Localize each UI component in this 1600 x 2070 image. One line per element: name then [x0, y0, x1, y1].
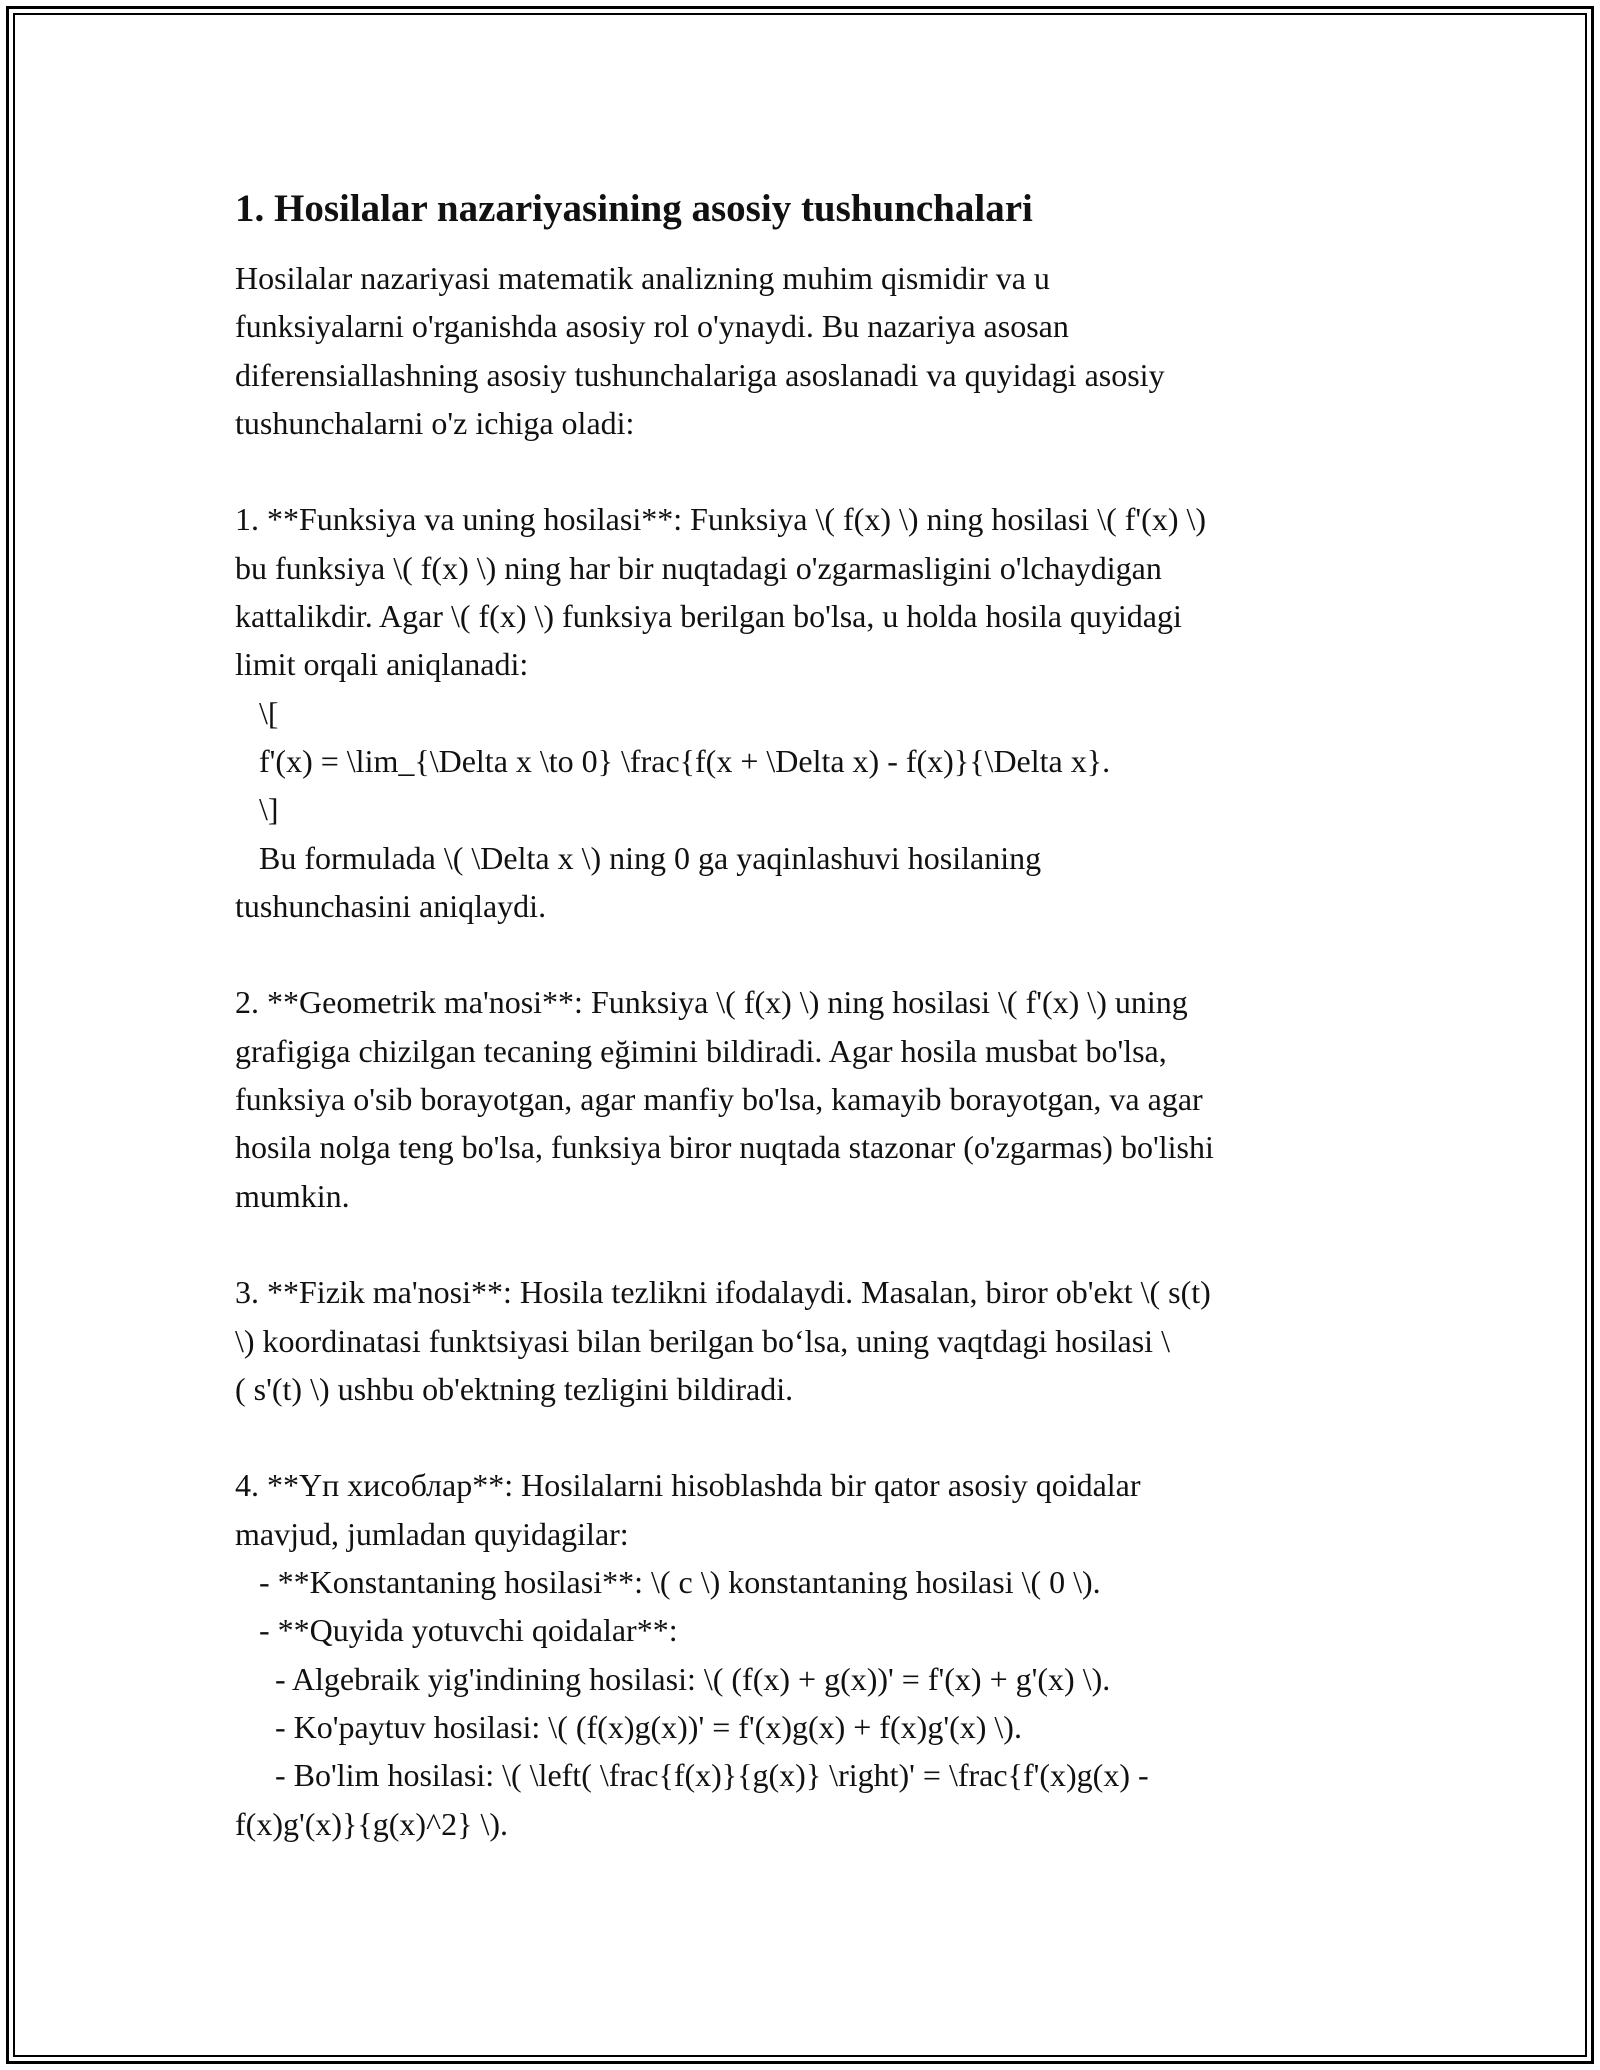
document-body: [235, 185, 1365, 1848]
paragraph-spacer: [235, 1413, 1365, 1461]
intro-paragraph: Hosilalar nazariyasi matematik analizning muhim qismidir va u funksiyalarni o'rganishda asosiy rol o'ynaydi. Bu nazariya asosan diferensiallashning asosiy tushunchalariga asoslanadi va quyidagi asosiy tushunchalarni o'z ichiga oladi:: [235, 260, 1165, 441]
paragraph-spacer: [235, 1220, 1365, 1268]
list-item-geometric-meaning: 2. **Geometrik ma'nosi**: Funksiya \( f(x) \) ning hosilasi \( f'(x) \) uning grafigiga chizilgan tecaning eğimini bildiradi. Agar hosila musbat bo'lsa, funksiya o'sib borayotgan, agar manfiy bo'lsa, kamayib borayotgan, va agar hosila nolga teng bo'lsa, funksiya biror nuqtada stazonar (o'zgarmas) bo'lishi mumkin.: [235, 984, 1214, 1214]
paragraph-spacer: [235, 930, 1365, 978]
list-item-physical-meaning: 3. **Fizik ma'nosi**: Hosila tezlikni ifodalaydi. Masalan, biror ob'ekt \( s(t) \) koordinatasi funktsiyasi bilan berilgan bo‘lsa, uning vaqtdagi hosilasi \ ( s'(t) \) ushbu ob'ektning tezligini bildiradi.: [235, 1274, 1211, 1407]
document-title: 1. Hosilalar nazariyasining asosiy tushunchalari: [235, 187, 1033, 230]
list-item-calculation-rules: 4. **Үп хисоблар**: Hosilalarni hisoblashda bir qator asosiy qoidalar mavjud, jumladan quyidagilar: - **Konstantaning hosilasi**: \( c \) konstantaning hosilasi \( 0 \). - **Quyida yotuvchi qoidalar**: - Algebraik yig'indining hosilasi: \( (f(x) + g(x))' = f'(x) + g'(x) \). - Ko'paytuv hosilasi: \( (f(x)g(x))' = f'(x)g(x) + f(x)g'(x) \). - Bo'lim hosilasi: \( \left( \frac{f(x)}{g(x)} \right)' = \frac{f'(x)g(x) - f(x)g'(x)}{g(x)^2} \).: [235, 1467, 1149, 1842]
paragraph-spacer: [235, 447, 1365, 495]
list-item-derivative-definition: 1. **Funksiya va uning hosilasi**: Funksiya \( f(x) \) ning hosilasi \( f'(x) \) bu funksiya \( f(x) \) ning har bir nuqtadagi o'zgarmasligini o'lchaydigan kattalikdir. Agar \( f(x) \) funksiya berilgan bo'lsa, u holda hosila quyidagi limit orqali aniqlanadi: \[ f'(x) = \lim_{\Delta x \to 0} \frac{f(x + \Delta x) - f(x)}{\Delta x}. \] Bu formulada \( \Delta x \) ning 0 ga yaqinlashuvi hosilaning tushunchasini aniqlaydi.: [235, 501, 1207, 924]
